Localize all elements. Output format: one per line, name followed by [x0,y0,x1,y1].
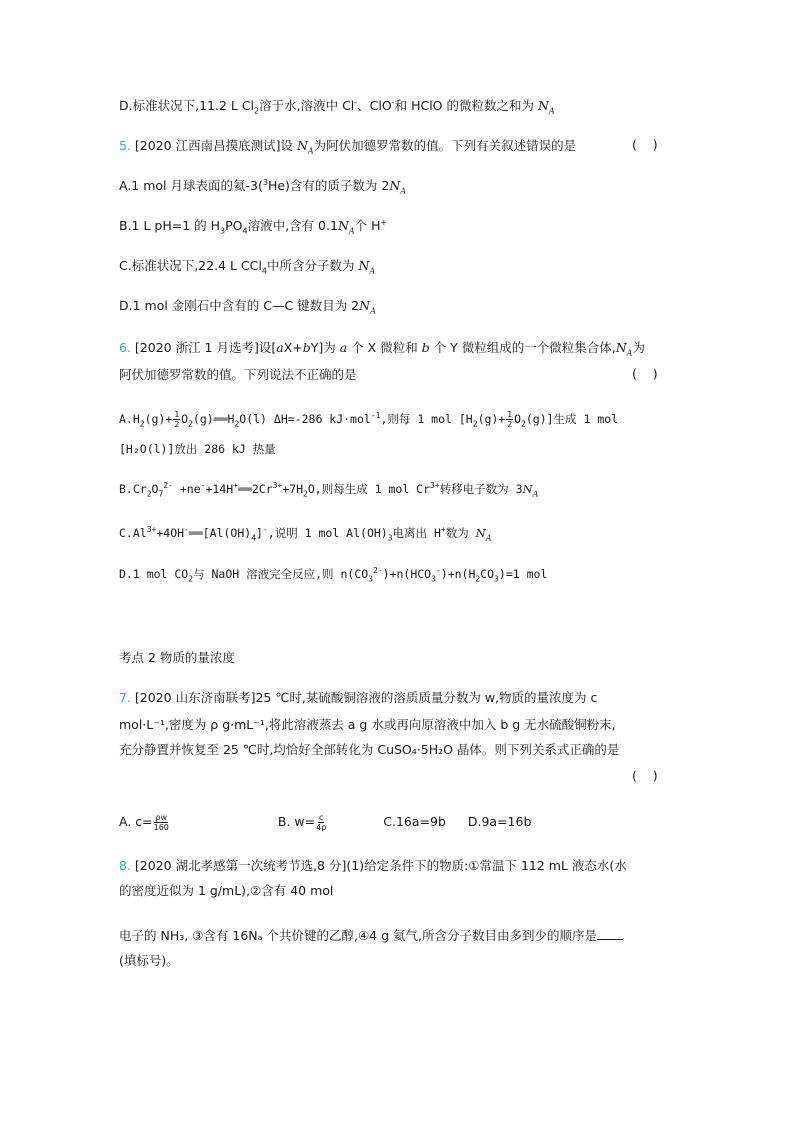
q6-option-a: $A.H_2(g)+$ $\frac{1}{2}$ $O_2(g)══H_2O(l)$ ΔH=-286 kJ·mol$^{-1}$,则每 1 mol [$H_2(g)+$ $\frac{1}{2}$ $O_2(g)$]生成 1 mol [119,410,619,429]
q7-stem-line3: 充分静置并恢复至 25 ℃时,均恰好全部转化为 CuSO₄·5H₂O 晶体。则下列关系式正确的是 [119,742,620,757]
q5-number: 5. [119,138,131,153]
q6-option-c: $C.Al^{3+}+4OH^-══[Al(OH)_4]^-$,说明 1 mol $Al(OH)_3$电离出 H+数为 $N_A$ [119,525,492,543]
q5-option-c: C.标准状况下,22.4 L CCl$_4$中所含分子数为 $N_A$ [119,258,376,276]
q5-answer-bracket[interactable]: ( ) [632,137,658,152]
q7-number: 7. [119,690,131,705]
q5-stem: 5. [2020 江西南昌摸底测试]设 $N_A$为阿伏加德罗常数的值。下列有关叙述错误的是 [119,138,577,156]
q5-option-d: D.1 mol 金刚石中含有的 C—C 键数目为 $2N_A$ [119,298,376,316]
q6-answer-bracket[interactable]: ( ) [632,366,658,381]
q6-option-b: $B.Cr_2O_7^{2-}$ $+ne^-+14H^+══2Cr^{3+}+7H_2O$,则每生成 1 mol $Cr^{3+}$转移电子数为 $3N_A$ [119,481,539,499]
q8-answer-blank[interactable] [597,927,623,940]
q6-option-a-line2: [H₂O(l)]放出 286 kJ 热量 [119,442,276,456]
q5-option-b: B.1 L pH=1 的 $H_3PO_4$溶液中,含有 $0.1N_A$个 H+ [119,217,388,236]
q4-option-d: D.标准状况下,11.2 L $Cl_2$溶于水,溶液中 Cl-、ClO-和 HClO 的微粒数之和为 $N_A$ [119,97,555,116]
q6-number: 6. [119,340,131,355]
q7-option-a: A. c= $\frac{\rho w}{160}$ [119,813,169,832]
q8-stem-line1: 8. [2020 湖北孝感第一次统考节选,8 分](1)给定条件下的物质:①常温下 112 mL 液态水(水 [119,858,627,873]
q7-options [119,813,531,832]
q8-stem-line4: (填标号)。 [119,953,179,968]
q7-stem-line1: 7. [2020 山东济南联考]25 ℃时,某硫酸铜溶液的溶质质量分数为 w,物质的量浓度为 c [119,690,598,705]
q8-stem-line3: 电子的 NH₃, ③含有 16Nₐ 个共价键的乙醇,④4 g 氦气,所含分子数目由多到少的顺序是 [119,927,623,945]
q6-option-d: D.1 mol $CO_2$与 NaOH 溶液完全反应,则 $n(CO_3^{2-})+n(HCO_3^-)+n(H_2CO_3)=1$ mol [119,566,548,584]
q5-option-a: A.1 mol 月球表面的氦-3($^3$He)含有的质子数为 $2N_A$ [119,177,407,196]
q8-stem-line2: 的密度近似为 1 g/mL),②含有 40 mol [119,883,334,898]
q6-stem: 6. [2020 浙江 1 月选考]设[aX+bY]为 a 个 X 微粒和 b 个 Y 微粒组成的一个微粒集合体$,N_A$为 [119,340,645,358]
q7-stem-line2: mol·L⁻¹,密度为 ρ g·mL⁻¹,将此溶液蒸去 a g 水或再向原溶液中加入 b g 无水硫酸铜粉末, [119,717,616,732]
q8-number: 8. [119,858,131,873]
section-heading: 考点 2 物质的量浓度 [119,650,235,665]
q7-option-b: B. w= $\frac{c}{4\rho}$ [277,813,327,832]
q7-option-c: C.16a=9b [383,814,446,829]
q7-option-d: D.9a=16b [467,814,532,829]
q7-answer-bracket[interactable]: ( ) [632,768,658,783]
q6-stem-line2: 阿伏加德罗常数的值。下列说法不正确的是 [119,367,357,382]
